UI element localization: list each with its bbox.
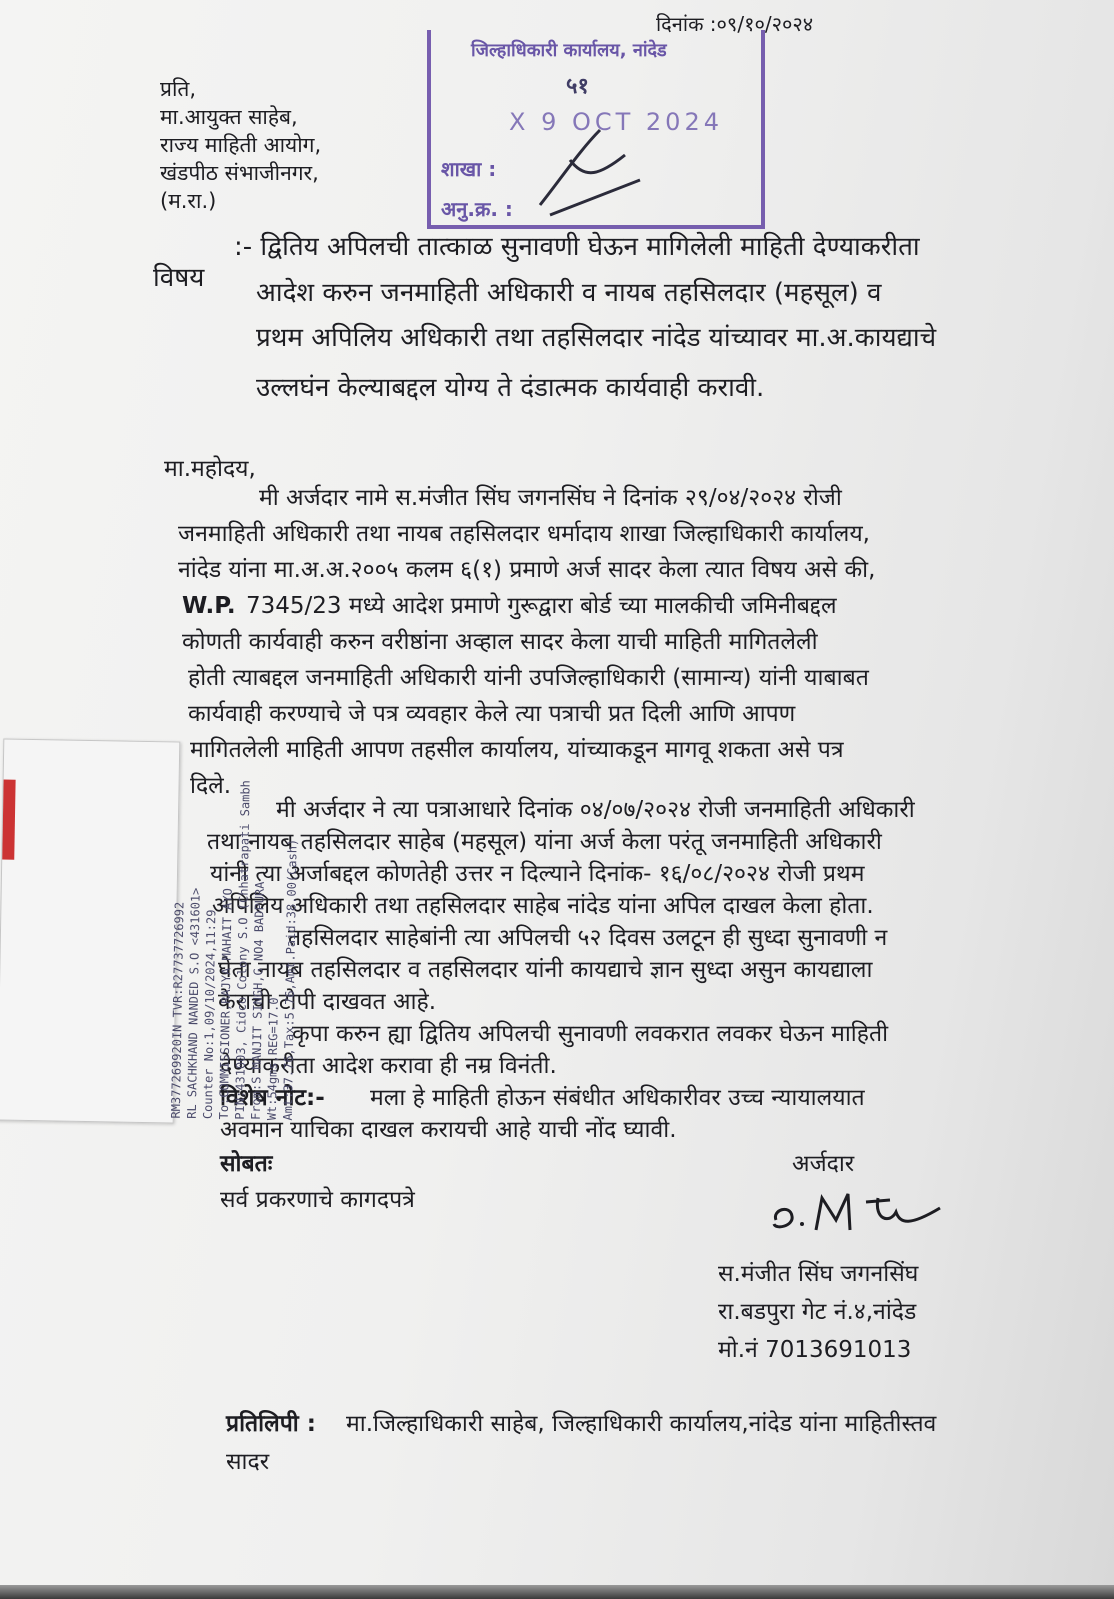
receipt-line: To:COMMISSIONER,RAJYA MAHAIT AYO [216, 888, 235, 1120]
applicant-signature [770, 1180, 950, 1250]
stamp-anu: अनु.क्र. : [441, 197, 513, 221]
applicant-mobile: मो.नं 7013691013 [718, 1337, 912, 1363]
stamp-number: ५१ [566, 74, 589, 99]
recipient-line-1: प्रति, [160, 77, 197, 101]
receipt-line: PIN:431003, Cidco Colony S.O (Chhatrapati Sambh [232, 780, 253, 1120]
para2-line-4: अपिलिय अधिकारी तथा तहसिलदार साहेब नांदेड यांना अपिल दाखल केला होता. [212, 893, 874, 919]
para2-line-1: मी अर्जदार ने त्या पत्राआधारे दिनांक ०४/०७/२०२४ रोजी जनमाहिती अधिकारी [276, 797, 915, 823]
copy-line-2: सादर [226, 1449, 270, 1475]
para1-line-2: जनमाहिती अधिकारी तथा नायब तहसिलदार धर्मादाय शाखा जिल्हाधिकारी कार्यालय, [178, 521, 870, 547]
special-note-line-1: मला हे माहिती होऊन संबंधीत अधिकारीवर उच्च न्यायालयात [370, 1085, 865, 1111]
stamp-initials-signature [530, 120, 650, 220]
para1-line-1: मी अर्जदार नामे स.मंजीत सिंघ जगनसिंघ ने दिनांक २९/०४/२०२४ रोजी [259, 485, 842, 511]
special-note-line-2: अवमान याचिका दाखल करायची आहे याची नोंद घ्यावी. [220, 1117, 677, 1143]
para3-line-2: घेता नायब तहसिलदार व तहसिलदार यांनी कायद्याचे ज्ञान सुध्दा असुन कायद्याला [218, 957, 873, 983]
receipt-line: From:S MANJIT SINGH,G NO4 BADPURA [248, 881, 267, 1121]
receipt-line: Amt:37.76,Tax:5.76,Amt.Paid:38.00(Cash) [280, 838, 300, 1121]
subject-label: विषय [153, 263, 205, 293]
para1-line-9: दिले. [190, 773, 232, 799]
copy-label: प्रतिलिपी : [226, 1411, 316, 1437]
subject-line-2: आदेश करुन जनमाहिती अधिकारी व नायब तहसिलदार (महसूल) व [256, 278, 882, 308]
salutation: मा.महोदय, [164, 456, 256, 482]
receipt-line: RM377269920IN TVR:R27737726992 [168, 901, 187, 1119]
para1-line-7: कार्यवाही करण्याचे जे पत्र व्यवहार केले त्या पत्राची प्रत दिली आणि आपण [188, 701, 796, 727]
stamp-shakha: शाखा : [441, 157, 497, 181]
photo-bottom-edge [0, 1585, 1114, 1599]
wp-label: W.P. [182, 593, 236, 619]
para1-line-3: नांदेड यांना मा.अ.अ.२००५ कलम ६(१) प्रमाणे अर्ज सादर केला त्यात विषय असे की, [178, 557, 876, 583]
subject-line-3: प्रथम अपिलिय अधिकारी तथा तहसिलदार नांदेड यांच्यावर मा.अ.कायद्याचे [256, 323, 937, 353]
special-note-label: विशेष नोट:- [220, 1085, 325, 1111]
subject-line-1: :- द्वितिय अपिलची तात्काळ सुनावणी घेऊन मागिलेली माहिती देण्याकरीता [234, 232, 920, 262]
stamp-office: जिल्हाधिकारी कार्यालय, नांदेड [471, 40, 667, 61]
para1-line-4: 7345/23 मध्ये आदेश प्रमाणे गुरूद्वारा बोर्ड च्या मालकीची जमिनीबद्दल [246, 593, 837, 619]
para1-line-5: कोणती कार्यवाही करुन वरीष्ठांना अव्हाल सादर केला याची माहिती मागितलेली [182, 629, 818, 655]
enclosure-text: सर्व प्रकरणाचे कागदपत्रे [220, 1187, 415, 1213]
recipient-line-5: (म.रा.) [160, 189, 217, 213]
receipt-line: Counter No:1,09/10/2024,11:29 [200, 909, 219, 1120]
para3-line-3: केराची टोपी दाखवत आहे. [218, 989, 437, 1015]
copy-line-1: मा.जिल्हाधिकारी साहेब, जिल्हाधिकारी कार्यालय,नांदेड यांना माहितीस्तव [346, 1411, 937, 1437]
para4-line-2: देण्याकरीता आदेश करावा ही नम्र विनंती. [220, 1053, 557, 1079]
letter-date: दिनांक :०९/१०/२०२४ [656, 12, 814, 36]
enclosure-label: सोबतः [220, 1151, 273, 1177]
receipt-red-mark [2, 779, 15, 859]
receipt-line: Wt:54gms,REG=17.0 [264, 997, 281, 1121]
recipient-line-2: मा.आयुक्त साहेब, [160, 105, 298, 129]
para4-line-1: कृपा करुन ह्या द्वितिय अपिलची सुनावणी लवकरात लवकर घेऊन माहिती [292, 1021, 889, 1047]
applicant-label: अर्जदार [792, 1151, 855, 1177]
para1-line-8: मागितलेली माहिती आपण तहसील कार्यालय, यांच्याकडून मागवू शकता असे पत्र [190, 737, 844, 763]
para2-line-3: यांनी त्या अर्जाबद्दल कोणतेही उत्तर न दिल्याने दिनांक- १६/०८/२०२४ रोजी प्रथम [210, 861, 865, 887]
applicant-name: स.मंजीत सिंघ जगनसिंघ [718, 1261, 919, 1287]
subject-line-4: उल्लघंन केल्याबद्दल योग्य ते दंडात्मक कार्यवाही करावी. [256, 373, 765, 403]
receipt-text [168, 748, 302, 1120]
applicant-address: रा.बडपुरा गेट नं.४,नांदेड [718, 1299, 917, 1325]
receipt-line: RL SACHKHAND NANDED S.O <431601> [184, 887, 203, 1119]
recipient-line-3: राज्य माहिती आयोग, [160, 133, 322, 157]
para1-line-6: होती त्याबद्दल जनमाहिती अधिकारी यांनी उपजिल्हाधिकारी (सामान्य) यांनी याबाबत [188, 665, 869, 691]
stamp-date: X 9 OCT 2024 [509, 108, 723, 136]
para2-line-2: तथा नायब तहसिलदार साहेब (महसूल) यांना अर्ज केला परंतू जनमाहिती अधिकारी [207, 829, 882, 855]
para3-line-1: तहसिलदार साहेबांनी त्या अपिलची ५२ दिवस उलटून ही सुध्दा सुनावणी न [288, 925, 888, 951]
recipient-line-4: खंडपीठ संभाजीनगर, [160, 161, 319, 185]
